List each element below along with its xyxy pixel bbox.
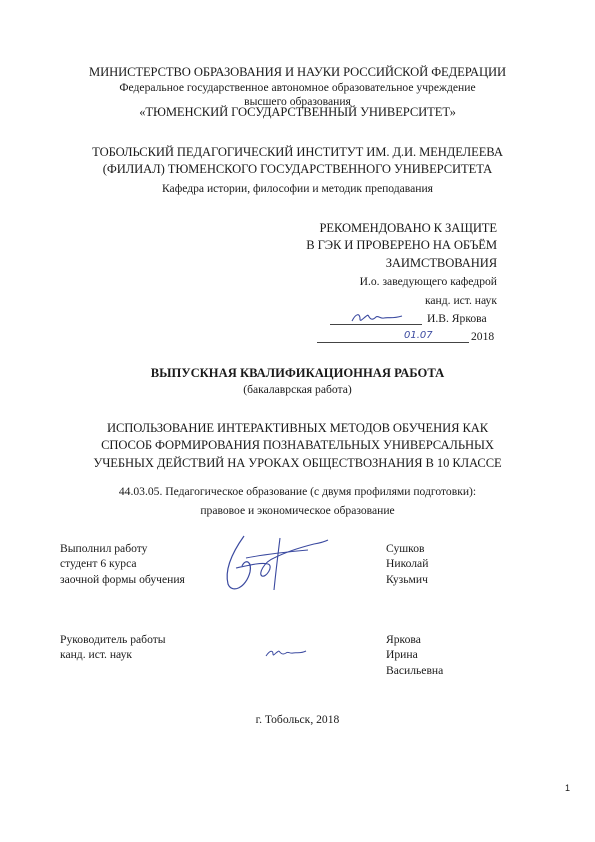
work-title-line-1: ИСПОЛЬЗОВАНИЕ ИНТЕРАКТИВНЫХ МЕТОДОВ ОБУЧЕНИЯ КАК xyxy=(106,421,489,435)
student-signature-icon xyxy=(216,528,332,598)
institute-name: ТОБОЛЬСКИЙ ПЕДАГОГИЧЕСКИЙ ИНСТИТУТ ИМ. Д.И. МЕНДЕЛЕЕВА xyxy=(92,145,503,159)
student-label-3: заочной формы обучения xyxy=(60,573,185,586)
page-number: 1 xyxy=(565,783,571,793)
approver-degree: канд. ист. наук xyxy=(424,294,497,307)
work-title-line-2: СПОСОБ ФОРМИРОВАНИЯ ПОЗНАВАТЕЛЬНЫХ УНИВЕРСАЛЬНЫХ xyxy=(101,438,494,452)
student-first-name: Николай xyxy=(386,557,429,570)
institution-level: высшего образования xyxy=(244,95,351,108)
university-name: «ТЮМЕНСКИЙ ГОСУДАРСТВЕННЫЙ УНИВЕРСИТЕТ» xyxy=(139,105,456,119)
approval-line-1: РЕКОМЕНДОВАНО К ЗАЩИТЕ xyxy=(319,221,497,235)
specialty-line-1: 44.03.05. Педагогическое образование (с двумя профилями подготовки): xyxy=(118,485,477,498)
approval-line-3: ЗАИМСТВОВАНИЯ xyxy=(385,256,497,270)
student-label-2: студент 6 курса xyxy=(60,557,137,570)
supervisor-signature-icon xyxy=(264,646,308,660)
work-subtype: (бакалаврская работа) xyxy=(243,383,352,396)
institute-branch: (ФИЛИАЛ) ТЮМЕНСКОГО ГОСУДАРСТВЕННОГО УНИВЕРСИТЕТА xyxy=(102,162,493,176)
approver-name: И.В. Яркова xyxy=(427,312,487,325)
approval-date-line xyxy=(317,342,469,343)
approval-line-2: В ГЭК И ПРОВЕРЕНО НА ОБЪЁМ xyxy=(306,238,497,252)
approver-position: И.о. заведующего кафедрой xyxy=(359,275,497,288)
work-title-line-3: УЧЕБНЫХ ДЕЙСТВИЙ НА УРОКАХ ОБЩЕСТВОЗНАНИЯ В 10 КЛАССЕ xyxy=(93,456,502,470)
ministry-name: МИНИСТЕРСТВО ОБРАЗОВАНИЯ И НАУКИ РОССИЙСКОЙ ФЕДЕРАЦИИ xyxy=(88,65,506,79)
institution-type: Федеральное государственное автономное образовательное учреждение xyxy=(119,81,476,94)
supervisor-first-name: Ирина xyxy=(386,648,418,661)
student-patronymic: Кузьмич xyxy=(386,573,428,586)
student-surname: Сушков xyxy=(386,542,425,555)
approval-handwritten-date: 01.07 xyxy=(404,330,433,341)
supervisor-label-1: Руководитель работы xyxy=(60,633,166,646)
supervisor-label-2: канд. ист. наук xyxy=(60,648,133,661)
supervisor-patronymic: Васильевна xyxy=(386,664,444,677)
work-type: ВЫПУСКНАЯ КВАЛИФИКАЦИОННАЯ РАБОТА xyxy=(150,366,445,380)
approver-signature-icon xyxy=(350,309,406,327)
city-year: г. Тобольск, 2018 xyxy=(255,713,340,726)
specialty-line-2: правовое и экономическое образование xyxy=(200,504,395,517)
department-name: Кафедра истории, философии и методик преподавания xyxy=(161,182,434,195)
student-label-1: Выполнил работу xyxy=(60,542,148,555)
supervisor-surname: Яркова xyxy=(386,633,421,646)
approval-year: 2018 xyxy=(471,330,495,343)
